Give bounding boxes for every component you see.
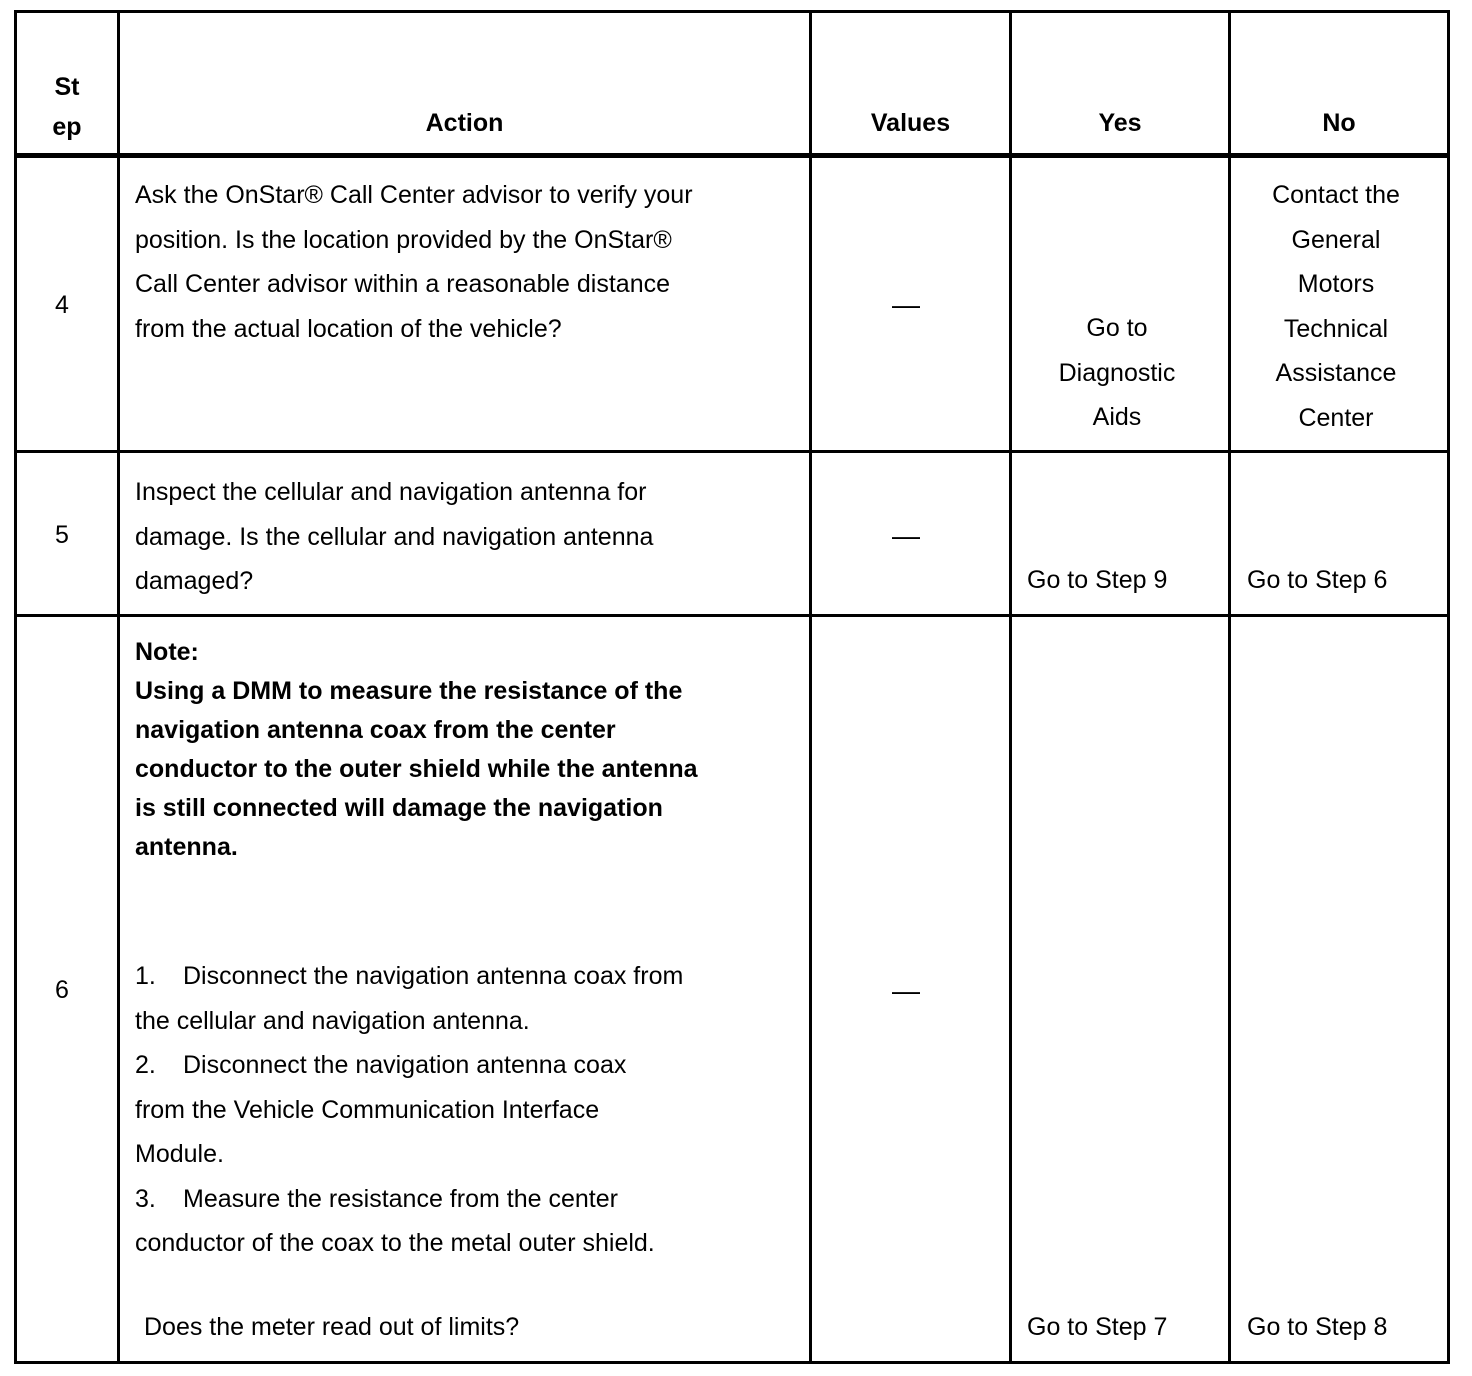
list-line — [135, 1132, 805, 1177]
yes-result: Go to Step 9 — [1027, 566, 1168, 594]
note-line: navigation antenna coax from the center — [135, 716, 616, 744]
list-text: Disconnect the navigation antenna coax from — [183, 962, 684, 990]
yes-line: Go to — [1086, 314, 1148, 342]
list-number: 1. — [135, 962, 156, 990]
list-line — [135, 1088, 805, 1133]
note-line: is still connected will damage the navigation — [135, 794, 663, 822]
yes-result: Go to Step 7 — [1027, 1313, 1168, 1341]
list-text: conductor of the coax to the metal outer shield. — [135, 1229, 655, 1257]
list-line — [135, 1177, 805, 1222]
header-action: Action — [425, 109, 504, 137]
header-step — [17, 67, 117, 147]
action-text — [135, 173, 805, 351]
list-text: Measure the resistance from the center — [183, 1184, 618, 1213]
action-line: damaged? — [135, 567, 254, 595]
diagnostic-table — [14, 10, 1450, 1364]
list-text: from the Vehicle Communication Interface — [135, 1095, 600, 1124]
no-result: Go to Step 6 — [1247, 566, 1388, 594]
note-line: Note: — [135, 638, 199, 666]
action-line: Ask the OnStar® Call Center advisor to verify your — [135, 181, 693, 209]
procedure-list — [135, 954, 805, 1266]
list-number: 3. — [135, 1184, 156, 1213]
values-dash: — — [892, 975, 920, 1006]
row-divider — [17, 614, 1447, 617]
header-step-line1: St — [54, 73, 80, 101]
header-divider — [17, 153, 1447, 158]
column-divider — [809, 13, 812, 1361]
action-line: Call Center advisor within a reasonable distance — [135, 270, 671, 298]
action-line: damage. Is the cellular and navigation antenna — [135, 522, 654, 551]
values-dash: — — [892, 520, 920, 551]
note-line: Using a DMM to measure the resistance of the — [135, 677, 683, 705]
no-line: Motors — [1297, 270, 1375, 298]
list-line — [135, 954, 805, 999]
header-no: No — [1322, 109, 1356, 137]
action-text — [135, 470, 805, 604]
warning-note — [135, 633, 805, 867]
values-dash: — — [892, 289, 920, 320]
list-text: the cellular and navigation antenna. — [135, 1006, 530, 1035]
column-divider — [1009, 13, 1012, 1361]
list-line — [135, 1221, 805, 1266]
note-line: antenna. — [135, 833, 238, 861]
action-line: Inspect the cellular and navigation antenna for — [135, 478, 647, 506]
list-text: Module. — [135, 1140, 224, 1168]
step-number: 4 — [55, 291, 69, 319]
column-divider — [117, 13, 120, 1361]
yes-line: Diagnostic — [1058, 358, 1176, 387]
header-step-line2: ep — [52, 113, 82, 141]
note-line: conductor to the outer shield while the antenna — [135, 755, 698, 783]
no-line: Assistance — [1275, 359, 1397, 387]
no-line: General — [1291, 225, 1381, 254]
list-line — [135, 999, 805, 1044]
no-line: Technical — [1283, 314, 1389, 343]
row-divider — [17, 450, 1447, 453]
list-text: Disconnect the navigation antenna coax — [183, 1051, 627, 1079]
question-text: Does the meter read out of limits? — [144, 1313, 520, 1341]
header-values: Values — [870, 109, 951, 137]
no-result: Go to Step 8 — [1247, 1313, 1388, 1341]
no-line: Center — [1298, 403, 1374, 432]
list-line — [135, 1043, 805, 1088]
no-line: Contact the — [1272, 181, 1400, 209]
action-line: position. Is the location provided by the OnStar® — [135, 225, 672, 254]
action-line: from the actual location of the vehicle? — [135, 314, 562, 343]
yes-line: Aids — [1092, 403, 1142, 431]
yes-result — [1012, 306, 1222, 440]
step-number: 6 — [55, 976, 69, 1004]
header-yes: Yes — [1098, 109, 1142, 137]
no-result — [1231, 173, 1441, 440]
step-number: 5 — [55, 521, 69, 549]
list-number: 2. — [135, 1051, 156, 1079]
